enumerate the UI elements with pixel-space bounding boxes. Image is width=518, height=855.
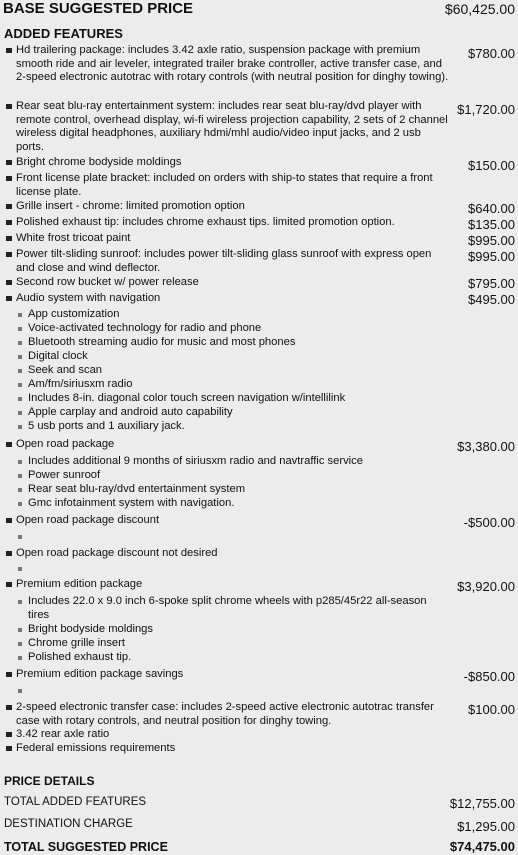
feature-price: $150.00 — [468, 158, 515, 173]
sub-bullet — [18, 383, 22, 387]
sub-bullet — [18, 460, 22, 464]
sub-bullet — [18, 656, 22, 660]
bullet — [6, 732, 12, 737]
feature-item: Bright chrome bodyside moldings — [16, 156, 182, 168]
feature-price: $1,720.00 — [457, 102, 515, 117]
sub-item: App customization — [28, 308, 120, 320]
bullet — [6, 204, 12, 209]
feature-item: Open road package discount — [16, 514, 160, 526]
sub-item: Apple carplay and android auto capability — [28, 406, 233, 418]
destination-charge-value: $1,295.00 — [457, 819, 515, 834]
total-suggested-price-label: TOTAL SUGGESTED PRICE — [4, 840, 168, 854]
feature-price: $3,380.00 — [457, 439, 515, 454]
base-price-label: BASE SUGGESTED PRICE — [3, 0, 194, 17]
price-details-heading: PRICE DETAILS — [4, 774, 95, 788]
sub-item: Includes 22.0 x 9.0 inch 6-spoke split chrome wheels with p285/45r22 all-season tires — [28, 595, 427, 621]
sub-bullet — [18, 425, 22, 429]
feature-item: Audio system with navigation — [16, 292, 161, 304]
feature-price: $100.00 — [468, 702, 515, 717]
bullet — [6, 104, 12, 109]
feature-item: Grille insert - chrome: limited promotion option — [16, 200, 245, 212]
sub-item: Bluetooth streaming audio for music and most phones — [28, 336, 296, 348]
sub-item: Includes additional 9 months of siriusxm radio and navtraffic service — [28, 455, 363, 467]
sub-bullet — [18, 502, 22, 506]
sub-bullet — [18, 341, 22, 345]
sub-item: Polished exhaust tip. — [28, 651, 132, 663]
feature-price: -$850.00 — [463, 669, 515, 684]
sub-bullet — [18, 327, 22, 331]
feature-price: $135.00 — [468, 217, 515, 232]
bullet — [6, 518, 12, 523]
sub-item: Voice-activated technology for radio and phone — [28, 322, 262, 334]
feature-price: $795.00 — [468, 276, 515, 291]
sub-bullet — [18, 355, 22, 359]
sub-item: Digital clock — [28, 350, 88, 362]
sub-bullet — [18, 689, 22, 693]
destination-charge-label: DESTINATION CHARGE — [4, 818, 133, 830]
sub-item: 5 usb ports and 1 auxiliary jack. — [28, 420, 185, 432]
added-features-heading: ADDED FEATURES — [4, 26, 123, 41]
sub-bullet — [18, 369, 22, 373]
total-suggested-price-value: $74,475.00 — [449, 839, 515, 854]
sub-item: Seek and scan — [28, 364, 103, 376]
feature-item: Second row bucket w/ power release — [16, 276, 199, 288]
sub-bullet — [18, 535, 22, 539]
sub-bullet — [18, 567, 22, 571]
bullet — [6, 672, 12, 677]
feature-item: Open road package — [16, 438, 115, 450]
bullet — [6, 160, 12, 165]
feature-item: Open road package discount not desired — [16, 547, 218, 559]
bullet — [6, 296, 12, 301]
feature-item: Front license plate bracket: included on orders with ship-to states that require a front license plate. — [16, 172, 433, 198]
sub-item: Bright bodyside moldings — [28, 623, 153, 635]
feature-price: $780.00 — [468, 46, 515, 61]
feature-item: Premium edition package savings — [16, 668, 184, 680]
sub-bullet — [18, 313, 22, 317]
feature-price: $995.00 — [468, 233, 515, 248]
feature-price: $640.00 — [468, 201, 515, 216]
feature-price: $495.00 — [468, 292, 515, 307]
feature-item: 2-speed electronic transfer case: includes 2-speed active electronic autotrac transfer case with rotary controls, and neutral position for dinghy towing. — [16, 701, 434, 727]
feature-item: Polished exhaust tip: includes chrome exhaust tips. limited promotion option. — [16, 216, 395, 228]
base-price-value: $60,425.00 — [444, 1, 515, 17]
bullet — [6, 252, 12, 257]
feature-item: 3.42 rear axle ratio — [16, 728, 110, 740]
bullet — [6, 48, 12, 53]
feature-price: -$500.00 — [463, 515, 515, 530]
sub-bullet — [18, 642, 22, 646]
sub-item: Am/fm/siriusxm radio — [28, 378, 133, 390]
bullet — [6, 551, 12, 556]
sub-item: Chrome grille insert — [28, 637, 125, 649]
feature-price: $995.00 — [468, 249, 515, 264]
sub-item: Includes 8-in. diagonal color touch screen navigation w/intellilink — [28, 392, 346, 404]
feature-item: Rear seat blu-ray entertainment system: includes rear seat blu-ray/dvd player with remote control, overhead display, wi-fi wireless projection capability, 2 sets of 2 channel wireless digital headphones, auxiliary hdmi/mhl audio/video input jacks, and 2 usb ports. — [16, 100, 448, 153]
feature-item: Premium edition package — [16, 578, 143, 590]
sub-item: Gmc infotainment system with navigation. — [28, 497, 235, 509]
sub-bullet — [18, 411, 22, 415]
bullet — [6, 220, 12, 225]
sub-bullet — [18, 488, 22, 492]
sub-bullet — [18, 397, 22, 401]
sub-item: Rear seat blu-ray/dvd entertainment system — [28, 483, 246, 495]
bullet — [6, 442, 12, 447]
total-added-features-label: TOTAL ADDED FEATURES — [4, 796, 147, 808]
bullet — [6, 582, 12, 587]
total-added-features-value: $12,755.00 — [449, 796, 515, 811]
sub-item: Power sunroof — [28, 469, 101, 481]
feature-item: Hd trailering package: includes 3.42 axle ratio, suspension package with premium smooth ride and air leveler, integrated trailer brake controller, active transfer case, and 2-speed electronic autotrac with rotary controls (with neutral position for dinghy towing). — [16, 44, 449, 84]
feature-price: $3,920.00 — [457, 579, 515, 594]
bullet — [6, 280, 12, 285]
bullet — [6, 705, 12, 710]
feature-item: White frost tricoat paint — [16, 232, 131, 244]
feature-item: Federal emissions requirements — [16, 742, 176, 754]
feature-item: Power tilt-sliding sunroof: includes power tilt-sliding glass sunroof with express open and close and wind deflector. — [16, 248, 432, 274]
bullet — [6, 746, 12, 751]
sub-bullet — [18, 628, 22, 632]
bullet — [6, 176, 12, 181]
bullet — [6, 236, 12, 241]
sub-bullet — [18, 600, 22, 604]
sub-bullet — [18, 474, 22, 478]
